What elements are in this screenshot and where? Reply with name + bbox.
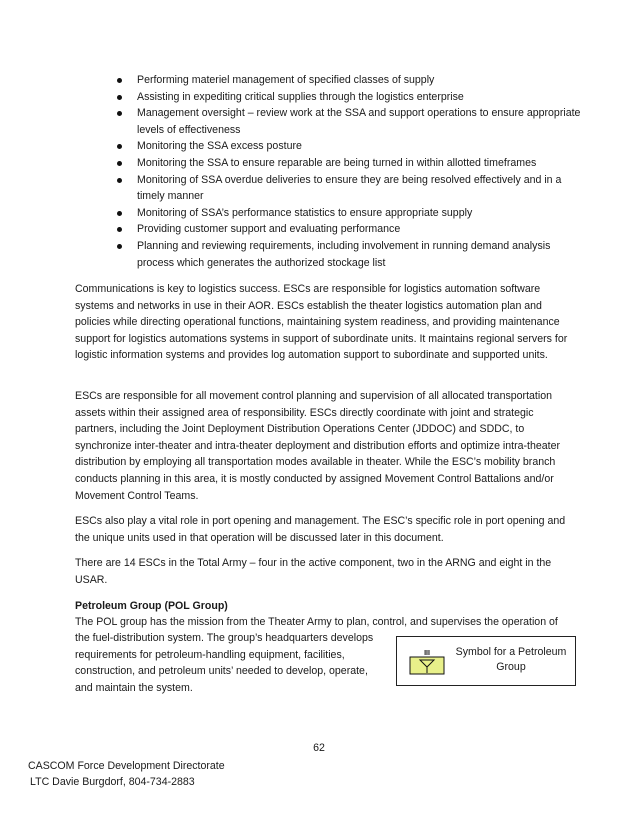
bullet-dot-icon bbox=[117, 111, 122, 116]
bullet-item bbox=[112, 72, 582, 89]
bullet-text: Monitoring the SSA excess posture bbox=[137, 140, 302, 153]
bullet-item bbox=[112, 221, 582, 238]
bullet-text: Management oversight – review work at the SSA and support operations to ensure appropriate levels of effectiveness bbox=[137, 107, 581, 136]
bullet-dot-icon bbox=[117, 178, 122, 183]
footer-organization: CASCOM Force Development Directorate bbox=[28, 760, 225, 772]
bullet-item bbox=[112, 138, 582, 155]
bullet-dot-icon bbox=[117, 244, 122, 249]
symbol-caption: Symbol for a Petroleum Group bbox=[455, 646, 567, 673]
bullet-item bbox=[112, 105, 582, 138]
bullet-item bbox=[112, 172, 582, 205]
bullet-text: Monitoring of SSA’s performance statistics to ensure appropriate supply bbox=[137, 206, 473, 219]
bullet-item bbox=[112, 205, 582, 222]
bullet-text: Providing customer support and evaluating performance bbox=[137, 223, 401, 236]
bullet-item bbox=[112, 89, 582, 106]
bullet-item bbox=[112, 155, 582, 172]
section-heading-pol-group: Petroleum Group (POL Group) bbox=[75, 600, 228, 612]
paragraph-communications: Communications is key to logistics success. ESCs are responsible for logistics automation software systems and networks in use in their AOR. ESCs establish the theater logistics automation plan and policies while directing operational functions, maintaining system readiness, and providing maintenance support for logistics automations systems in support of subordinate units. It maintains regional servers for logistic information systems and provides log automation support to subordinate and supported units. bbox=[75, 283, 568, 362]
bullet-dot-icon bbox=[117, 211, 122, 216]
paragraph-movement-control: ESCs are responsible for all movement control planning and supervision of all allocated transportation assets within their assigned area of responsibility. ESCs directly coordinate with joint and strategic partners, including the Joint Deployment Distribution Operations Center (JDDOC) and SDDC, to synchronize inter-theater and intra-theater deployment and distribution efforts and optimize intra-theater distribution by employing all transportation modes available in theater. While the ESC’s mobility branch conducts planning in this area, it is mostly conducted by assigned Movement Control Battalions and/or Movement Control Teams. bbox=[75, 390, 561, 502]
footer-contact: LTC Davie Burgdorf, 804-734-2883 bbox=[30, 776, 195, 788]
bullet-dot-icon bbox=[117, 95, 122, 100]
symbol-callout-box bbox=[396, 636, 576, 686]
echelon-marker: III bbox=[424, 650, 430, 657]
page-number: 62 bbox=[313, 742, 325, 754]
petroleum-group-symbol-icon bbox=[409, 649, 445, 675]
paragraph-port-opening: ESCs also play a vital role in port opening and management. The ESC’s specific role in port opening and the unique units used in that operation will be discussed later in this document. bbox=[75, 515, 566, 544]
bullet-text: Monitoring the SSA to ensure reparable are being turned in within allotted timeframes bbox=[137, 156, 537, 169]
bullet-item bbox=[112, 238, 582, 271]
bullet-dot-icon bbox=[117, 227, 122, 232]
bullet-text: Assisting in expediting critical supplies through the logistics enterprise bbox=[137, 90, 464, 103]
bullet-text: Performing materiel management of specified classes of supply bbox=[137, 74, 435, 86]
bullet-list bbox=[112, 72, 582, 271]
bullet-dot-icon bbox=[117, 144, 122, 149]
bullet-dot-icon bbox=[117, 161, 122, 166]
bullet-dot-icon bbox=[117, 78, 122, 83]
paragraph-pol-line1: The POL group has the mission from the Theater Army to plan, control, and supervises the operation of bbox=[75, 616, 558, 628]
paragraph-pol-rest: the fuel-distribution system. The group’s headquarters develops requirements for petroleum-handling equipment, facilities, construction, and petroleum units’ needed to develop, operate, and maintain the system. bbox=[75, 632, 374, 694]
bullet-text: Planning and reviewing requirements, including involvement in running demand analysis process which generates the authorized stockage list bbox=[137, 239, 551, 269]
paragraph-esc-count: There are 14 ESCs in the Total Army – four in the active component, two in the ARNG and eight in the USAR. bbox=[75, 557, 552, 586]
bullet-text: Monitoring of SSA overdue deliveries to ensure they are being resolved effectively and in a timely manner bbox=[137, 173, 562, 203]
